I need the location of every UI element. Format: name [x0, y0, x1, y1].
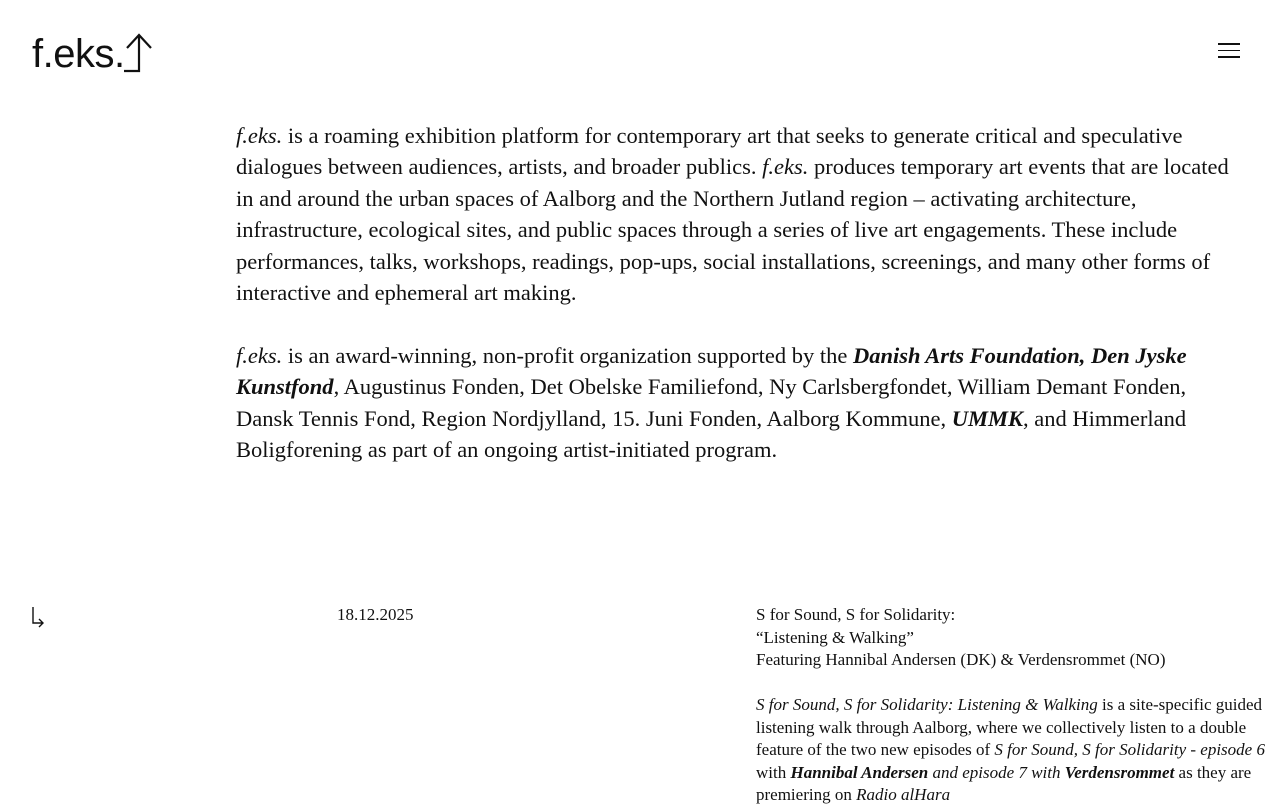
artist-name: Hannibal Andersen — [790, 762, 929, 782]
event-description — [756, 694, 1266, 807]
intro-text: , and Himmerland Boligforening as part of an ongoing artist-initiated program. — [236, 405, 1187, 463]
supporter-highlight: Danish Arts Foundation, Den Jyske Kunstfond — [236, 342, 1187, 400]
intro-paragraph-1 — [236, 120, 1246, 308]
event-title-italic: S for Sound, S for Solidarity: Listening & Walking — [756, 695, 1098, 714]
intro-text: is a roaming exhibition platform for contemporary art that seeks to generate critical and speculative dialogues between audiences, artists, and broader publics. — [236, 123, 1183, 180]
radio-name: Radio alHara — [856, 785, 951, 804]
org-name: f.eks. — [236, 342, 283, 368]
event-desc-text: as they are premiering on — [756, 762, 1252, 804]
intro-text: , Augustinus Fonden, Det Obelske Familiefond, Ny Carlsbergfondet, William Demant Fonden, Dansk Tennis Fond, Region Nordjylland, 15. Juni Fonden, Aalborg Kommune, — [236, 374, 1187, 431]
artist-name: Verdensrommet — [1064, 762, 1175, 782]
event-title-line: “Listening & Walking” — [756, 627, 914, 647]
event-details — [756, 604, 1266, 807]
logo-text: f.eks. — [32, 32, 125, 76]
episode-title: S for Sound, S for Solidarity - episode 6 — [994, 740, 1265, 759]
event-featuring: Featuring Hannibal Andersen (DK) & Verdensrommet (NO) — [756, 650, 1166, 669]
spacer — [756, 672, 1266, 695]
event-title-line: S for Sound, S for Solidarity: — [756, 605, 956, 624]
hamburger-menu-icon-bar — [1218, 56, 1240, 58]
event-desc-text: with — [756, 762, 791, 782]
menu-button[interactable] — [1214, 38, 1244, 62]
event-date: 18.12.2025 — [337, 605, 414, 624]
intro-text: is an award-winning, non-profit organization supported by the — [282, 342, 853, 368]
logo[interactable] — [32, 30, 157, 74]
episode-title: and episode 7 with — [928, 762, 1065, 782]
arrow-down-right-icon — [30, 606, 46, 628]
hamburger-menu-icon — [1218, 43, 1240, 45]
arrow-up-corner-icon — [123, 32, 157, 74]
org-name: f.eks. — [762, 154, 809, 180]
intro-paragraph-2 — [236, 340, 1246, 466]
intro-section — [236, 120, 1246, 497]
org-name: f.eks. — [236, 123, 283, 148]
event-desc-text: is a site-specific guided listening walk through Aalborg, where we collectively listen to a double feature of the two new episodes of — [756, 695, 1263, 759]
supporter-highlight: UMMK — [951, 405, 1023, 431]
hamburger-menu-icon-bar — [1218, 50, 1240, 52]
intro-text: produces temporary art events that are located in and around the urban spaces of Aalborg and the Northern Jutland region – activating architecture, infrastructure, ecological sites, and public spaces through a series of live art engagements. These include performances, talks, workshops, readings, pop-ups, social installations, screenings, and many other forms of interactive and ephemeral art making. — [236, 154, 1229, 306]
